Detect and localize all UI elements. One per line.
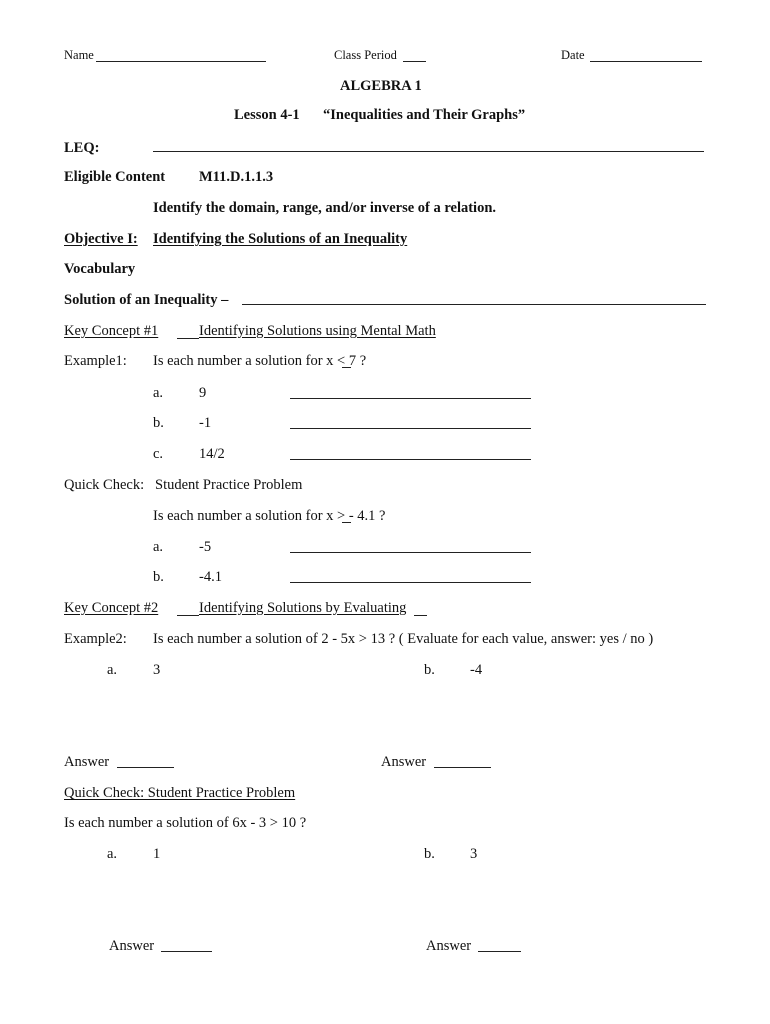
quick-check-2-answer-a-label: Answer xyxy=(109,938,155,954)
example-1-item-a-letter: a. xyxy=(153,385,164,401)
key-concept-2-trailing-underline xyxy=(414,615,427,616)
quick-check-2-label: Quick Check: Student Practice Problem xyxy=(64,785,296,801)
quick-check-2-answer-b-blank[interactable] xyxy=(478,951,521,952)
example-1-item-b-value: -1 xyxy=(199,415,212,431)
lesson-title: “Inequalities and Their Graphs” xyxy=(323,107,526,123)
example-2-answer-b-label: Answer xyxy=(381,754,427,770)
quick-check-2-item-a-letter: a. xyxy=(107,846,118,862)
date-blank[interactable] xyxy=(590,61,702,62)
example-2-answer-a-label: Answer xyxy=(64,754,110,770)
quick-check-2-question: Is each number a solution of 6x - 3 > 10 ? xyxy=(64,815,307,831)
less-equal-bar xyxy=(342,367,351,368)
date-label: Date xyxy=(561,48,585,62)
example-2-item-a-value: 3 xyxy=(153,662,161,678)
quick-check-1-question: Is each number a solution for x > - 4.1 ? xyxy=(153,508,386,524)
quick-check-1-item-b-letter: b. xyxy=(153,569,164,585)
greater-equal-bar xyxy=(342,522,351,523)
quick-check-2-item-b-value: 3 xyxy=(470,846,478,862)
quick-check-1-item-a-value: -5 xyxy=(199,539,212,555)
quick-check-1-answer-b-blank[interactable] xyxy=(290,582,531,583)
example-2-answer-a-blank[interactable] xyxy=(117,767,174,768)
vocabulary-heading: Vocabulary xyxy=(64,261,136,277)
objective-label: Objective I: xyxy=(64,231,138,247)
example-1-item-c-value: 14/2 xyxy=(199,446,225,462)
quick-check-2-answer-b-label: Answer xyxy=(426,938,472,954)
key-concept-2-label: Key Concept #2 xyxy=(64,600,159,616)
example-1-question: Is each number a solution for x < 7 ? xyxy=(153,353,367,369)
solution-definition-blank[interactable] xyxy=(242,304,706,305)
example-2-item-b-letter: b. xyxy=(424,662,435,678)
example-2-item-b-value: -4 xyxy=(470,662,483,678)
leq-blank[interactable] xyxy=(153,151,704,152)
quick-check-1-item-b-value: -4.1 xyxy=(199,569,222,585)
example-1-answer-b-blank[interactable] xyxy=(290,428,531,429)
class-period-label: Class Period xyxy=(334,48,397,62)
key-concept-2-text: Identifying Solutions by Evaluating xyxy=(199,600,407,616)
key-concept-1-underline xyxy=(177,338,199,339)
lesson-number: Lesson 4-1 xyxy=(234,107,300,123)
example-2-label: Example2: xyxy=(64,631,127,647)
name-blank[interactable] xyxy=(96,61,266,62)
quick-check-2-item-b-letter: b. xyxy=(424,846,435,862)
example-1-answer-c-blank[interactable] xyxy=(290,459,531,460)
name-label: Name xyxy=(64,48,94,62)
key-concept-1-text: Identifying Solutions using Mental Math xyxy=(199,323,436,339)
quick-check-1-answer-a-blank[interactable] xyxy=(290,552,531,553)
page-title: ALGEBRA 1 xyxy=(340,78,422,94)
example-2-item-a-letter: a. xyxy=(107,662,118,678)
quick-check-1-item-a-letter: a. xyxy=(153,539,164,555)
solution-of-inequality-label: Solution of an Inequality – xyxy=(64,292,229,308)
quick-check-1-text: Student Practice Problem xyxy=(155,477,303,493)
example-1-item-c-letter: c. xyxy=(153,446,164,462)
quick-check-2-answer-a-blank[interactable] xyxy=(161,951,212,952)
key-concept-2-underline xyxy=(177,615,199,616)
example-2-answer-b-blank[interactable] xyxy=(434,767,491,768)
key-concept-1-label: Key Concept #1 xyxy=(64,323,159,339)
eligible-content-description: Identify the domain, range, and/or inverse of a relation. xyxy=(153,200,497,216)
class-period-blank[interactable] xyxy=(403,61,426,62)
leq-label: LEQ: xyxy=(64,140,100,156)
objective-text: Identifying the Solutions of an Inequality xyxy=(153,231,408,247)
example-1-label: Example1: xyxy=(64,353,127,369)
example-1-item-a-value: 9 xyxy=(199,385,207,401)
eligible-content-code: M11.D.1.1.3 xyxy=(199,169,274,185)
eligible-content-label: Eligible Content xyxy=(64,169,166,185)
example-1-item-b-letter: b. xyxy=(153,415,164,431)
quick-check-2-item-a-value: 1 xyxy=(153,846,161,862)
quick-check-1-label: Quick Check: xyxy=(64,477,145,493)
example-2-question: Is each number a solution of 2 - 5x > 13 ? ( Evaluate for each value, answer: yes / no ) xyxy=(153,631,654,647)
example-1-answer-a-blank[interactable] xyxy=(290,398,531,399)
